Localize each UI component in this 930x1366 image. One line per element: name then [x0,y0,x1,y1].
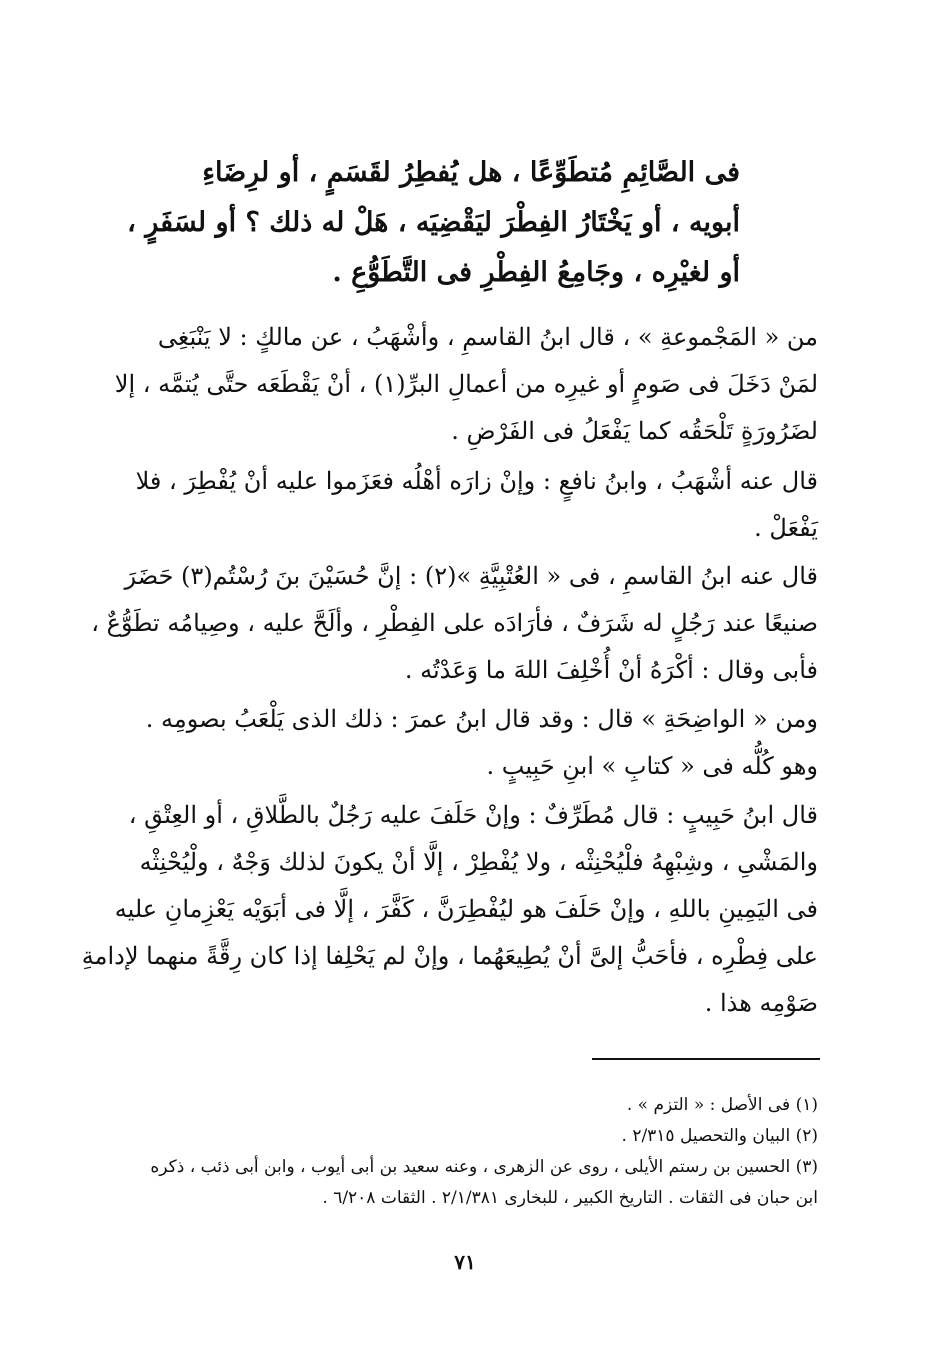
footnote-line: (٢) البيان والتحصيل ٢/٣١٥ . [621,1126,818,1146]
paragraph-line: والمَشْىِ ، وشِبْهِهُ فلْيُحْنِثْه ، ولا يُفْطِرْ ، إلَّا أنْ يكونَ لذلك وَجْهٌ ، ولْيُحْنِثْه [139,848,818,876]
footnote-divider [592,1058,820,1060]
paragraph-ashhab [135,458,818,552]
paragraph-line: فأبى وقال : أكْرَهُ أنْ أُخْلِفَ اللهَ ما وَعَدْتُه . [404,656,818,684]
paragraph-line: صنيعًا عند رَجُلٍ له شَرَفٌ ، فأرَادَه على الفِطْرِ ، وألَحَّ عليه ، وصِيامُه تطَوُّعٌ ، [91,609,818,637]
footnote-line: (٣) الحسين بن رستم الأيلى ، روى عن الزهرى ، وعنه سعيد بن أبى أيوب ، وابن أبى ذئب ، ذكره [150,1157,818,1177]
paragraph-wadiha [138,696,818,790]
paragraph-mujmuah [114,314,818,455]
paragraph-utbiyya [91,553,818,694]
paragraph-line: قال ابنُ حَبِيبٍ : قال مُطَرِّفٌ : وإنْ حَلَفَ عليه رَجُلٌ بالطَّلاقِ ، أو العِتْقِ ، [128,801,818,829]
paragraph-line: يَفْعَلْ . [754,514,818,542]
paragraph-line: صَوْمِه هذا . [704,989,818,1017]
heading-line: فى الصَّائِمِ مُتطَوِّعًا ، هل يُفطِرُ لقَسَمٍ ، أو لرِضَاءِ [202,157,740,188]
paragraph-line: ومن « الواضِحَةِ » قال : وقد قال ابنُ عمرَ : ذلك الذى يَلْعَبُ بصومِه . [145,705,818,733]
heading-line: أو لغيْرِه ، وجَامِعُ الفِطْرِ فى التَّطَوُّعِ . [332,257,740,288]
paragraph-line: على فِطْرِه ، فأحَبُّ إلىَّ أنْ يُطِيعَهُما ، وإنْ لم يَحْلِفا إذا كان رِقَّةً منهما لإدامةِ [81,942,818,970]
paragraph-line: فى اليَمِينِ باللهِ ، وإنْ حَلَفَ هو ليُفْطِرَنَّ ، كَفَّرَ ، إلَّا فى أبَوَيْه يَعْزِمانِ عليه [114,895,818,923]
paragraph-ibn-habib [81,792,818,1027]
footnote-line: ابن حبان فى الثقات . التاريخ الكبير ، للبخارى ٢/١/٣٨١ . الثقات ٦/٢٠٨ . [322,1188,818,1208]
chapter-heading [127,148,740,298]
paragraph-line: لمَنْ دَخَلَ فى صَومٍ أو غيرِه من أعمالِ البرِّ(١) ، أنْ يَقْطَعَه حتَّى يُتمَّه ، إلا [114,370,818,398]
heading-line: أبويه ، أو يَخْتَارُ الفِطْرَ ليَقْضِيَه ، هَلْ له ذلك ؟ أو لسَفَرٍ ، [127,207,740,238]
paragraph-line: وهو كُلُّه فى « كتابِ » ابنِ حَبِيبٍ . [486,752,818,780]
paragraph-line: من « المَجْموعةِ » ، قال ابنُ القاسمِ ، وأشْهَبُ ، عن مالكٍ : لا يَنْبَغِى [157,323,818,351]
footnote-line: (١) فى الأصل : « التزم » . [626,1095,818,1115]
page-number: ٧١ [454,1250,476,1274]
paragraph-line: قال عنه أشْهَبُ ، وابنُ نافعٍ : وإنْ زارَه أهْلُه فعَزَموا عليه أنْ يُفْطِرَ ، فلا [135,467,818,495]
paragraph-line: لضَرُورَةٍ تَلْحَقُه كما يَفْعَلُ فى الفَرْضِ . [451,417,818,445]
footnotes [138,1090,818,1214]
paragraph-line: قال عنه ابنُ القاسمِ ، فى « العُتْبِيَّةِ »(٢) : إنَّ حُسَيْنَ بنَ رُسْتُم(٣) حَضَرَ [124,562,818,590]
